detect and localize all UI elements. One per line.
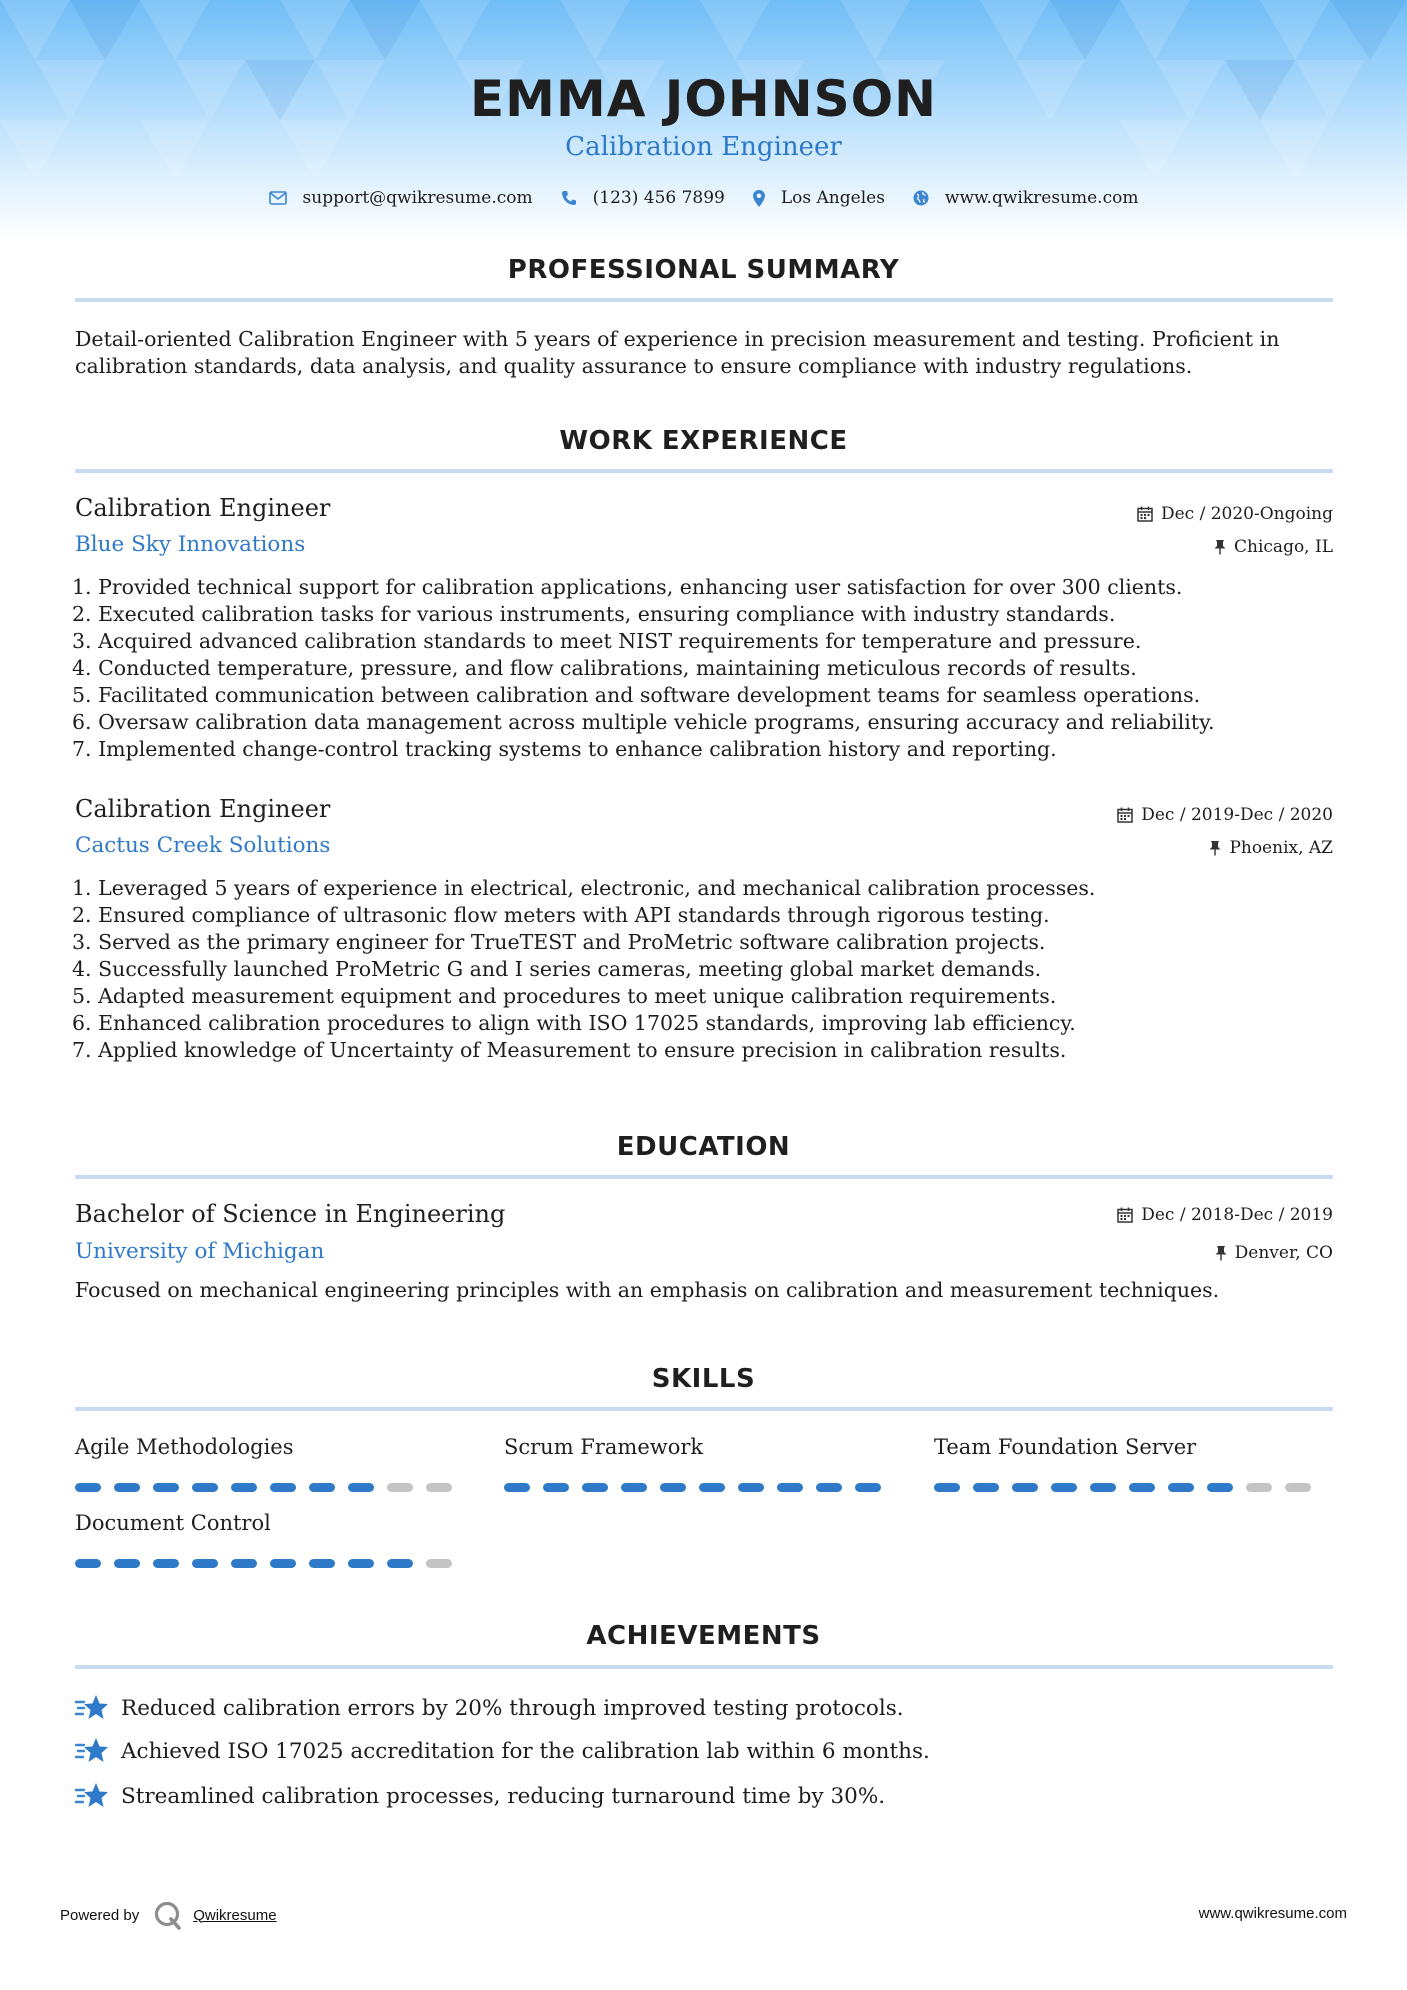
- list-item: 2. Executed calibration tasks for various instruments, ensuring compliance with industry standards.: [72, 602, 1116, 626]
- phone-text: (123) 456 7899: [592, 188, 725, 208]
- skill-dash-filled: [1207, 1483, 1233, 1492]
- achievement-text: Streamlined calibration processes, reducing turnaround time by 30%.: [121, 1783, 886, 1809]
- company-name: Blue Sky Innovations: [75, 532, 306, 557]
- skill-dash-filled: [504, 1483, 530, 1492]
- skill-name: Scrum Framework: [504, 1435, 704, 1459]
- skill-dash-filled: [348, 1559, 374, 1568]
- skill-dash-empty: [1285, 1483, 1311, 1492]
- skill-level-bar: [934, 1483, 1311, 1492]
- list-item: 1. Provided technical support for calibration applications, enhancing user satisfaction for over 300 clients.: [72, 575, 1183, 599]
- summary-heading: PROFESSIONAL SUMMARY: [507, 255, 900, 285]
- skill-dash-filled: [660, 1483, 686, 1492]
- achievement-item: [75, 1693, 904, 1723]
- skill-dash-filled: [231, 1559, 257, 1568]
- skill-dash-filled: [231, 1483, 257, 1492]
- pushpin-icon: [1214, 539, 1226, 555]
- brand-link[interactable]: Qwikresume: [193, 1906, 277, 1924]
- skill-level-bar: [504, 1483, 881, 1492]
- skill-dash-empty: [1246, 1483, 1272, 1492]
- location-text: Los Angeles: [780, 188, 885, 208]
- skill-dash-filled: [1129, 1483, 1155, 1492]
- job-title: Calibration Engineer: [75, 494, 331, 522]
- contact-website[interactable]: [913, 188, 1139, 208]
- contact-phone[interactable]: [561, 188, 725, 208]
- education-location-text: Denver, CO: [1234, 1243, 1333, 1263]
- skill-name: Document Control: [75, 1511, 271, 1535]
- skill-dash-filled: [777, 1483, 803, 1492]
- achievement-item: [75, 1781, 885, 1811]
- skill-dash-filled: [973, 1483, 999, 1492]
- star-icon: [75, 1781, 109, 1811]
- globe-icon: [913, 190, 929, 206]
- skills-heading: SKILLS: [651, 1364, 756, 1394]
- envelope-icon: [269, 191, 287, 205]
- company-name: Cactus Creek Solutions: [75, 833, 331, 858]
- skill-dash-filled: [348, 1483, 374, 1492]
- skill-dash-empty: [426, 1559, 452, 1568]
- skill-dash-filled: [855, 1483, 881, 1492]
- achievement-text: Achieved ISO 17025 accreditation for the calibration lab within 6 months.: [121, 1738, 930, 1764]
- candidate-role: Calibration Engineer: [565, 132, 842, 162]
- list-item: 3. Acquired advanced calibration standards to meet NIST requirements for temperature and pressure.: [72, 629, 1142, 653]
- education-location: [1215, 1243, 1333, 1263]
- skill-dash-filled: [114, 1559, 140, 1568]
- list-item: 1. Leveraged 5 years of experience in electrical, electronic, and mechanical calibration processes.: [72, 876, 1096, 900]
- skill-dash-filled: [153, 1483, 179, 1492]
- skill-dash-filled: [582, 1483, 608, 1492]
- education-divider: [75, 1175, 1333, 1179]
- list-item: 5. Facilitated communication between calibration and software development teams for seamless operations.: [72, 683, 1201, 707]
- skill-level-bar: [75, 1559, 452, 1568]
- skill-dash-empty: [387, 1483, 413, 1492]
- skill-dash-filled: [270, 1483, 296, 1492]
- calendar-icon: [1117, 1207, 1133, 1223]
- skill-dash-filled: [1012, 1483, 1038, 1492]
- list-item: 5. Adapted measurement equipment and procedures to meet unique calibration requirements.: [72, 984, 1057, 1008]
- education-heading: EDUCATION: [616, 1132, 791, 1162]
- star-icon: [75, 1693, 109, 1723]
- achievements-heading: ACHIEVEMENTS: [586, 1621, 821, 1651]
- contact-bar: [0, 188, 1407, 208]
- skill-dash-filled: [543, 1483, 569, 1492]
- summary-divider: [75, 298, 1333, 302]
- skill-dash-filled: [309, 1483, 335, 1492]
- skill-dash-filled: [309, 1559, 335, 1568]
- experience-divider: [75, 469, 1333, 473]
- summary-text: [75, 326, 1335, 380]
- skills-divider: [75, 1407, 1333, 1411]
- job-dates: [1137, 504, 1333, 524]
- job-dates: [1117, 805, 1333, 825]
- experience-heading: WORK EXPERIENCE: [559, 426, 848, 456]
- calendar-icon: [1137, 506, 1153, 522]
- skill-dash-filled: [621, 1483, 647, 1492]
- job-location-text: Phoenix, AZ: [1229, 838, 1333, 858]
- skill-level-bar: [75, 1483, 452, 1492]
- email-text: support@qwikresume.com: [302, 188, 533, 208]
- skill-dash-filled: [1051, 1483, 1077, 1492]
- footer-url[interactable]: www.qwikresume.com: [1198, 1905, 1347, 1922]
- summary-line: calibration standards, data analysis, and quality assurance to ensure compliance with industry regulations.: [75, 354, 1193, 378]
- contact-email[interactable]: [269, 188, 533, 208]
- skill-dash-filled: [699, 1483, 725, 1492]
- skill-dash-filled: [1168, 1483, 1194, 1492]
- list-item: 7. Applied knowledge of Uncertainty of Measurement to ensure precision in calibration results.: [72, 1038, 1067, 1062]
- job-bullets: [72, 875, 1342, 1064]
- powered-by-label: Powered by: [60, 1906, 140, 1924]
- contact-location: [753, 188, 885, 208]
- skill-name: Agile Methodologies: [75, 1435, 294, 1459]
- education-description: Focused on mechanical engineering principles with an emphasis on calibration and measurement techniques.: [75, 1278, 1220, 1302]
- skill-dash-filled: [270, 1559, 296, 1568]
- map-pin-icon: [753, 190, 765, 207]
- skill-dash-filled: [934, 1483, 960, 1492]
- job-dates-text: Dec / 2020-Ongoing: [1160, 504, 1333, 524]
- skill-dash-filled: [75, 1483, 101, 1492]
- job-location-text: Chicago, IL: [1234, 537, 1333, 557]
- list-item: 6. Enhanced calibration procedures to align with ISO 17025 standards, improving lab efficiency.: [72, 1011, 1076, 1035]
- candidate-name: EMMA JOHNSON: [470, 70, 937, 128]
- list-item: 3. Served as the primary engineer for TrueTEST and ProMetric software calibration projects.: [72, 930, 1046, 954]
- skill-dash-filled: [192, 1559, 218, 1568]
- list-item: 4. Conducted temperature, pressure, and flow calibrations, maintaining meticulous records of results.: [72, 656, 1137, 680]
- website-text: www.qwikresume.com: [944, 188, 1139, 208]
- skill-name: Team Foundation Server: [934, 1435, 1197, 1459]
- skill-dash-filled: [192, 1483, 218, 1492]
- job-title: Calibration Engineer: [75, 795, 331, 823]
- pushpin-icon: [1209, 840, 1221, 856]
- list-item: 7. Implemented change-control tracking systems to enhance calibration history and reporting.: [72, 737, 1057, 761]
- school-name: University of Michigan: [75, 1239, 325, 1264]
- list-item: 6. Oversaw calibration data management across multiple vehicle programs, ensuring accuracy and reliability.: [72, 710, 1215, 734]
- education-dates: [1117, 1205, 1333, 1225]
- education-dates-text: Dec / 2018-Dec / 2019: [1141, 1205, 1333, 1225]
- phone-icon: [561, 190, 577, 206]
- footer-powered-by: [60, 1900, 277, 1930]
- skill-dash-filled: [738, 1483, 764, 1492]
- calendar-icon: [1117, 807, 1133, 823]
- degree-title: Bachelor of Science in Engineering: [75, 1200, 506, 1228]
- skill-dash-empty: [426, 1483, 452, 1492]
- skill-dash-filled: [75, 1559, 101, 1568]
- job-dates-text: Dec / 2019-Dec / 2020: [1141, 805, 1333, 825]
- skill-dash-filled: [1090, 1483, 1116, 1492]
- achievement-item: [75, 1736, 930, 1766]
- job-bullets: [72, 574, 1342, 763]
- skill-dash-filled: [387, 1559, 413, 1568]
- skill-dash-filled: [114, 1483, 140, 1492]
- pushpin-icon: [1215, 1245, 1227, 1261]
- skill-dash-filled: [816, 1483, 842, 1492]
- qwikresume-logo-icon: [153, 1900, 183, 1930]
- job-location: [1214, 537, 1333, 557]
- star-icon: [75, 1736, 109, 1766]
- achievement-text: Reduced calibration errors by 20% through improved testing protocols.: [121, 1695, 904, 1721]
- achievements-divider: [75, 1665, 1333, 1669]
- skill-dash-filled: [153, 1559, 179, 1568]
- list-item: 4. Successfully launched ProMetric G and I series cameras, meeting global market demands.: [72, 957, 1042, 981]
- list-item: 2. Ensured compliance of ultrasonic flow meters with API standards through rigorous testing.: [72, 903, 1050, 927]
- summary-line: Detail-oriented Calibration Engineer with 5 years of experience in precision measurement and testing. Proficient in: [75, 327, 1280, 351]
- job-location: [1209, 838, 1333, 858]
